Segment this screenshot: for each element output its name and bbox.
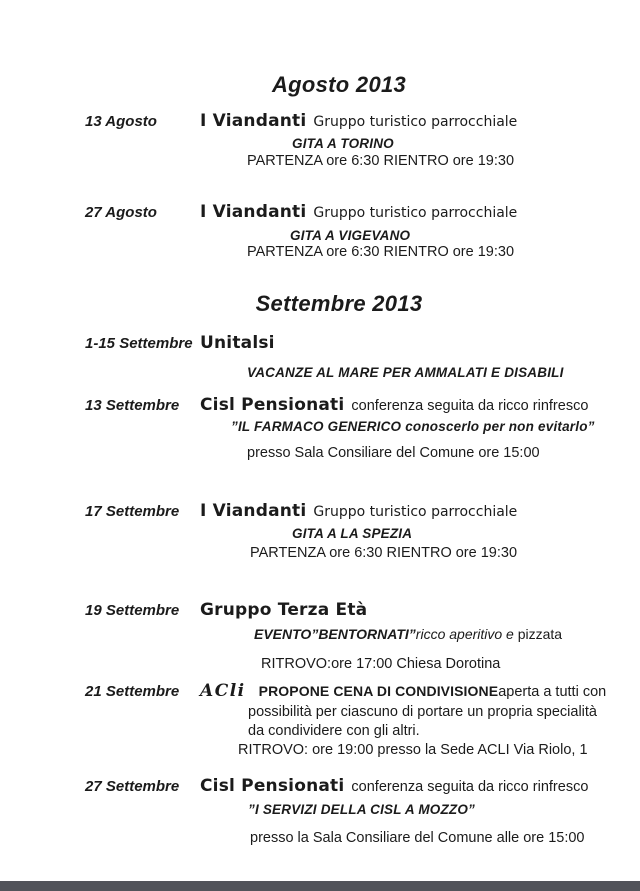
event-date: 19 Settembre — [85, 602, 180, 619]
event-header — [0, 681, 640, 701]
event-17-settembre — [0, 500, 640, 561]
organization-name: I Viandanti — [200, 501, 307, 521]
event-meeting-point: RITROVO: ore 19:00 presso la Sede ACLI Via Riolo, 1 — [238, 742, 588, 758]
event-1-15-settembre — [0, 332, 640, 380]
organization-name: Cisl Pensionati — [200, 776, 345, 796]
event-title-bold: PROPONE CENA DI CONDIVISIONE — [258, 683, 499, 699]
organization-subtitle: Gruppo turistico parrocchiale — [313, 205, 518, 221]
event-detail-italic: ricco aperitivo e — [415, 626, 514, 642]
event-activity: ”I SERVIZI DELLA CISL A MOZZO” — [248, 802, 476, 817]
event-description-line: da condividere con gli altri. — [248, 723, 420, 739]
event-description-line: possibilità per ciascuno di portare un propria specialità — [248, 704, 597, 720]
event-date: 21 Settembre — [85, 683, 180, 700]
event-detail-plain: pizzata — [513, 626, 563, 642]
event-location: presso la Sala Consiliare del Comune alle ore 15:00 — [250, 830, 585, 846]
organization-name: ACli — [200, 681, 246, 701]
event-location: presso Sala Consiliare del Comune ore 15:00 — [247, 445, 540, 461]
bottom-bar — [0, 881, 640, 891]
event-27-agosto — [0, 201, 640, 260]
event-meeting-point: RITROVO:ore 17:00 Chiesa Dorotina — [261, 656, 501, 672]
event-header — [0, 775, 640, 797]
organization-name: Cisl Pensionati — [200, 395, 345, 415]
event-header — [0, 394, 640, 416]
event-name-bold: EVENTO”BENTORNATI” — [254, 626, 416, 642]
event-13-agosto — [0, 110, 640, 169]
event-description: conferenza seguita da ricco rinfresco — [351, 779, 589, 795]
event-date: 1-15 Settembre — [85, 335, 193, 352]
event-activity — [254, 626, 640, 643]
organization-subtitle: Gruppo turistico parrocchiale — [313, 114, 518, 130]
event-13-settembre — [0, 394, 640, 461]
event-date: 17 Settembre — [85, 503, 180, 520]
event-activity: ”IL FARMACO GENERICO conoscerlo per non evitarlo” — [231, 419, 595, 434]
event-description: conferenza seguita da ricco rinfresco — [351, 398, 589, 414]
month-title-settembre: Settembre 2013 — [255, 291, 423, 316]
event-schedule: PARTENZA ore 6:30 RIENTRO ore 19:30 — [247, 153, 515, 169]
organization-name: Unitalsi — [200, 333, 275, 353]
organization-name: Gruppo Terza Età — [200, 600, 368, 620]
event-21-settembre — [0, 681, 640, 758]
event-date: 27 Settembre — [85, 778, 180, 795]
event-activity: GITA A TORINO — [292, 136, 394, 151]
event-header — [0, 500, 640, 523]
event-activity: GITA A VIGEVANO — [290, 228, 411, 243]
month-title-agosto: Agosto 2013 — [271, 72, 407, 97]
event-title-rest: aperta a tutti con — [498, 684, 607, 700]
event-header — [0, 332, 640, 354]
event-header — [0, 110, 640, 133]
organization-subtitle: Gruppo turistico parrocchiale — [313, 504, 518, 520]
event-date: 13 Settembre — [85, 397, 180, 414]
event-date: 13 Agosto — [85, 113, 157, 130]
event-activity: VACANZE AL MARE PER AMMALATI E DISABILI — [247, 365, 564, 380]
event-activity: GITA A LA SPEZIA — [292, 526, 413, 541]
event-header — [0, 201, 640, 224]
event-date: 27 Agosto — [85, 204, 157, 221]
organization-name: I Viandanti — [200, 202, 307, 222]
event-header — [0, 599, 640, 621]
organization-name: I Viandanti — [200, 111, 307, 131]
event-schedule: PARTENZA ore 6:30 RIENTRO ore 19:30 — [250, 545, 518, 561]
event-27-settembre — [0, 775, 640, 846]
event-schedule: PARTENZA ore 6:30 RIENTRO ore 19:30 — [247, 244, 515, 260]
event-19-settembre — [0, 599, 640, 672]
